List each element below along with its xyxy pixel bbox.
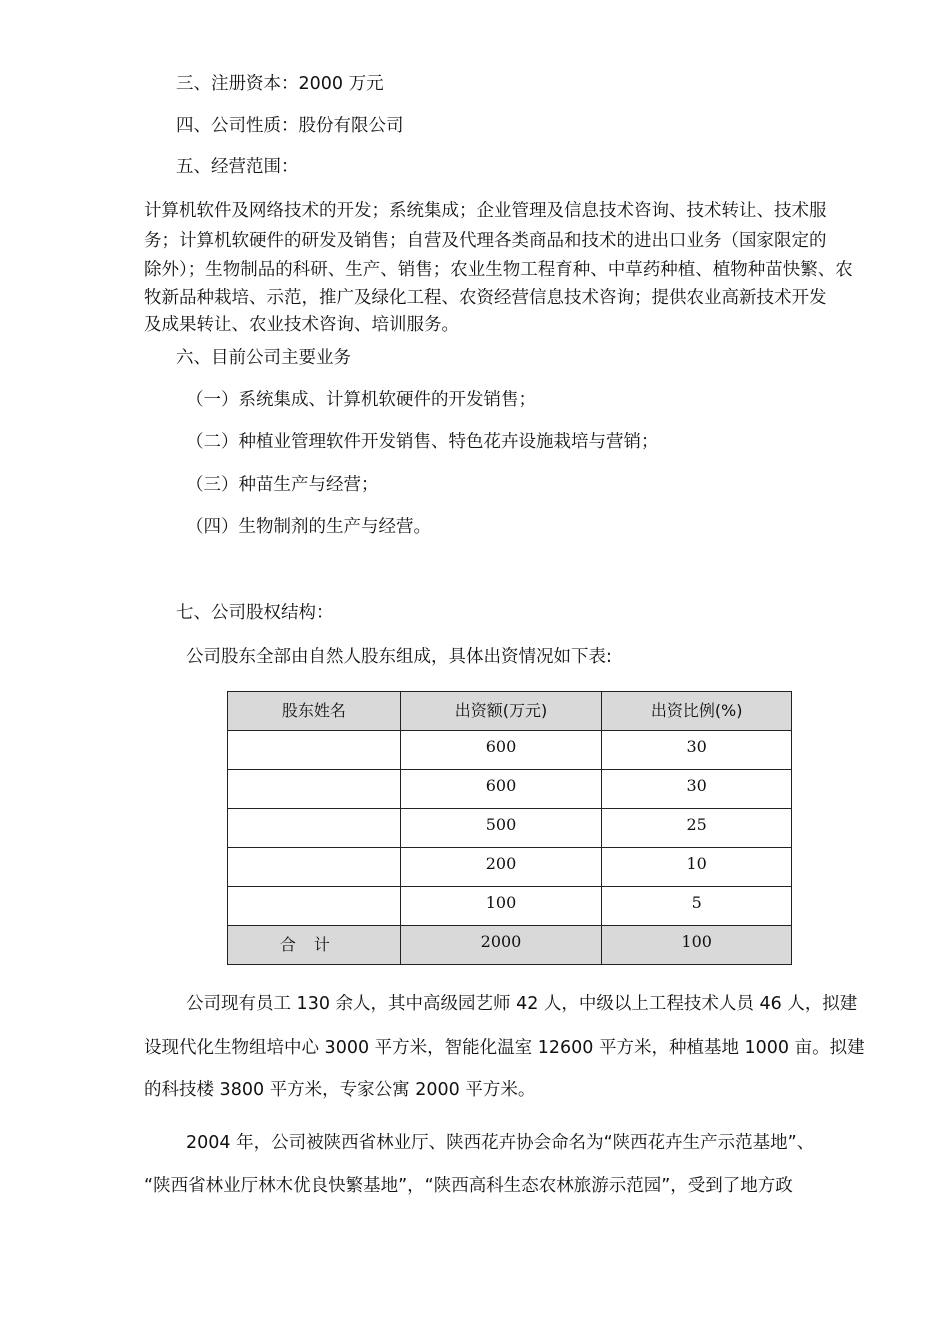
total-label: 合计	[228, 926, 401, 965]
cell-amount: 200	[400, 848, 602, 887]
staff-paragraph-line: 的科技楼 3800 平方米，专家公寓 2000 平方米。	[144, 1080, 536, 1100]
business-item: （二）种植业管理软件开发销售、特色花卉设施栽培与营销；	[186, 432, 659, 452]
header-amount: 出资额(万元)	[400, 692, 602, 731]
scope-line: 计算机软件及网络技术的开发；系统集成；企业管理及信息技术咨询、技术转让、技术服	[144, 201, 827, 221]
business-item: （三）种苗生产与经营；	[186, 475, 379, 495]
business-item: （一）系统集成、计算机软硬件的开发销售；	[186, 390, 536, 410]
table-row	[228, 809, 792, 848]
shareholder-table	[227, 691, 792, 965]
staff-paragraph-line: 设现代化生物组培中心 3000 平方米，智能化温室 12600 平方米，种植基地 1000 亩。拟建	[144, 1038, 865, 1058]
total-amount: 2000	[400, 926, 602, 965]
business-item: （四）生物制剂的生产与经营。	[186, 517, 431, 537]
staff-paragraph-line: 公司现有员工 130 余人，其中高级园艺师 42 人，中级以上工程技术人员 46 人，拟建	[186, 994, 858, 1014]
cell-ratio: 30	[602, 731, 792, 770]
equity-heading: 七、公司股权结构：	[176, 603, 334, 623]
cell-ratio: 25	[602, 809, 792, 848]
total-ratio: 100	[602, 926, 792, 965]
cell-ratio: 10	[602, 848, 792, 887]
table-row	[228, 887, 792, 926]
cell-name	[228, 887, 401, 926]
cell-name	[228, 731, 401, 770]
cell-name	[228, 809, 401, 848]
honor-paragraph-line: 2004 年，公司被陕西省林业厅、陕西花卉协会命名为“陕西花卉生产示范基地”、	[186, 1133, 815, 1153]
cell-ratio: 30	[602, 770, 792, 809]
table-row	[228, 770, 792, 809]
table-header-row	[228, 692, 792, 731]
header-name: 股东姓名	[228, 692, 401, 731]
honor-paragraph-line: “陕西省林业厅林木优良快繁基地”，“陕西高科生态农林旅游示范园”，受到了地方政	[144, 1176, 793, 1196]
cell-amount: 100	[400, 887, 602, 926]
table-row	[228, 731, 792, 770]
scope-heading: 五、经营范围：	[176, 157, 299, 177]
scope-line: 牧新品种栽培、示范，推广及绿化工程、农资经营信息技术咨询；提供农业高新技术开发	[144, 288, 827, 308]
cell-name	[228, 770, 401, 809]
cell-amount: 500	[400, 809, 602, 848]
scope-line: 务；计算机软硬件的研发及销售；自营及代理各类商品和技术的进出口业务（国家限定的	[144, 231, 827, 251]
capital-line: 三、注册资本：2000 万元	[176, 74, 384, 94]
cell-name	[228, 848, 401, 887]
nature-line: 四、公司性质：股份有限公司	[176, 116, 404, 136]
table-row	[228, 848, 792, 887]
business-heading: 六、目前公司主要业务	[176, 348, 351, 368]
cell-amount: 600	[400, 770, 602, 809]
cell-ratio: 5	[602, 887, 792, 926]
cell-amount: 600	[400, 731, 602, 770]
scope-line: 除外）；生物制品的科研、生产、销售；农业生物工程育种、中草药种植、植物种苗快繁、农	[144, 260, 853, 280]
scope-line: 及成果转让、农业技术咨询、培训服务。	[144, 315, 459, 335]
table-total-row	[228, 926, 792, 965]
equity-intro: 公司股东全部由自然人股东组成，具体出资情况如下表:	[186, 647, 612, 667]
header-ratio: 出资比例(%)	[602, 692, 792, 731]
